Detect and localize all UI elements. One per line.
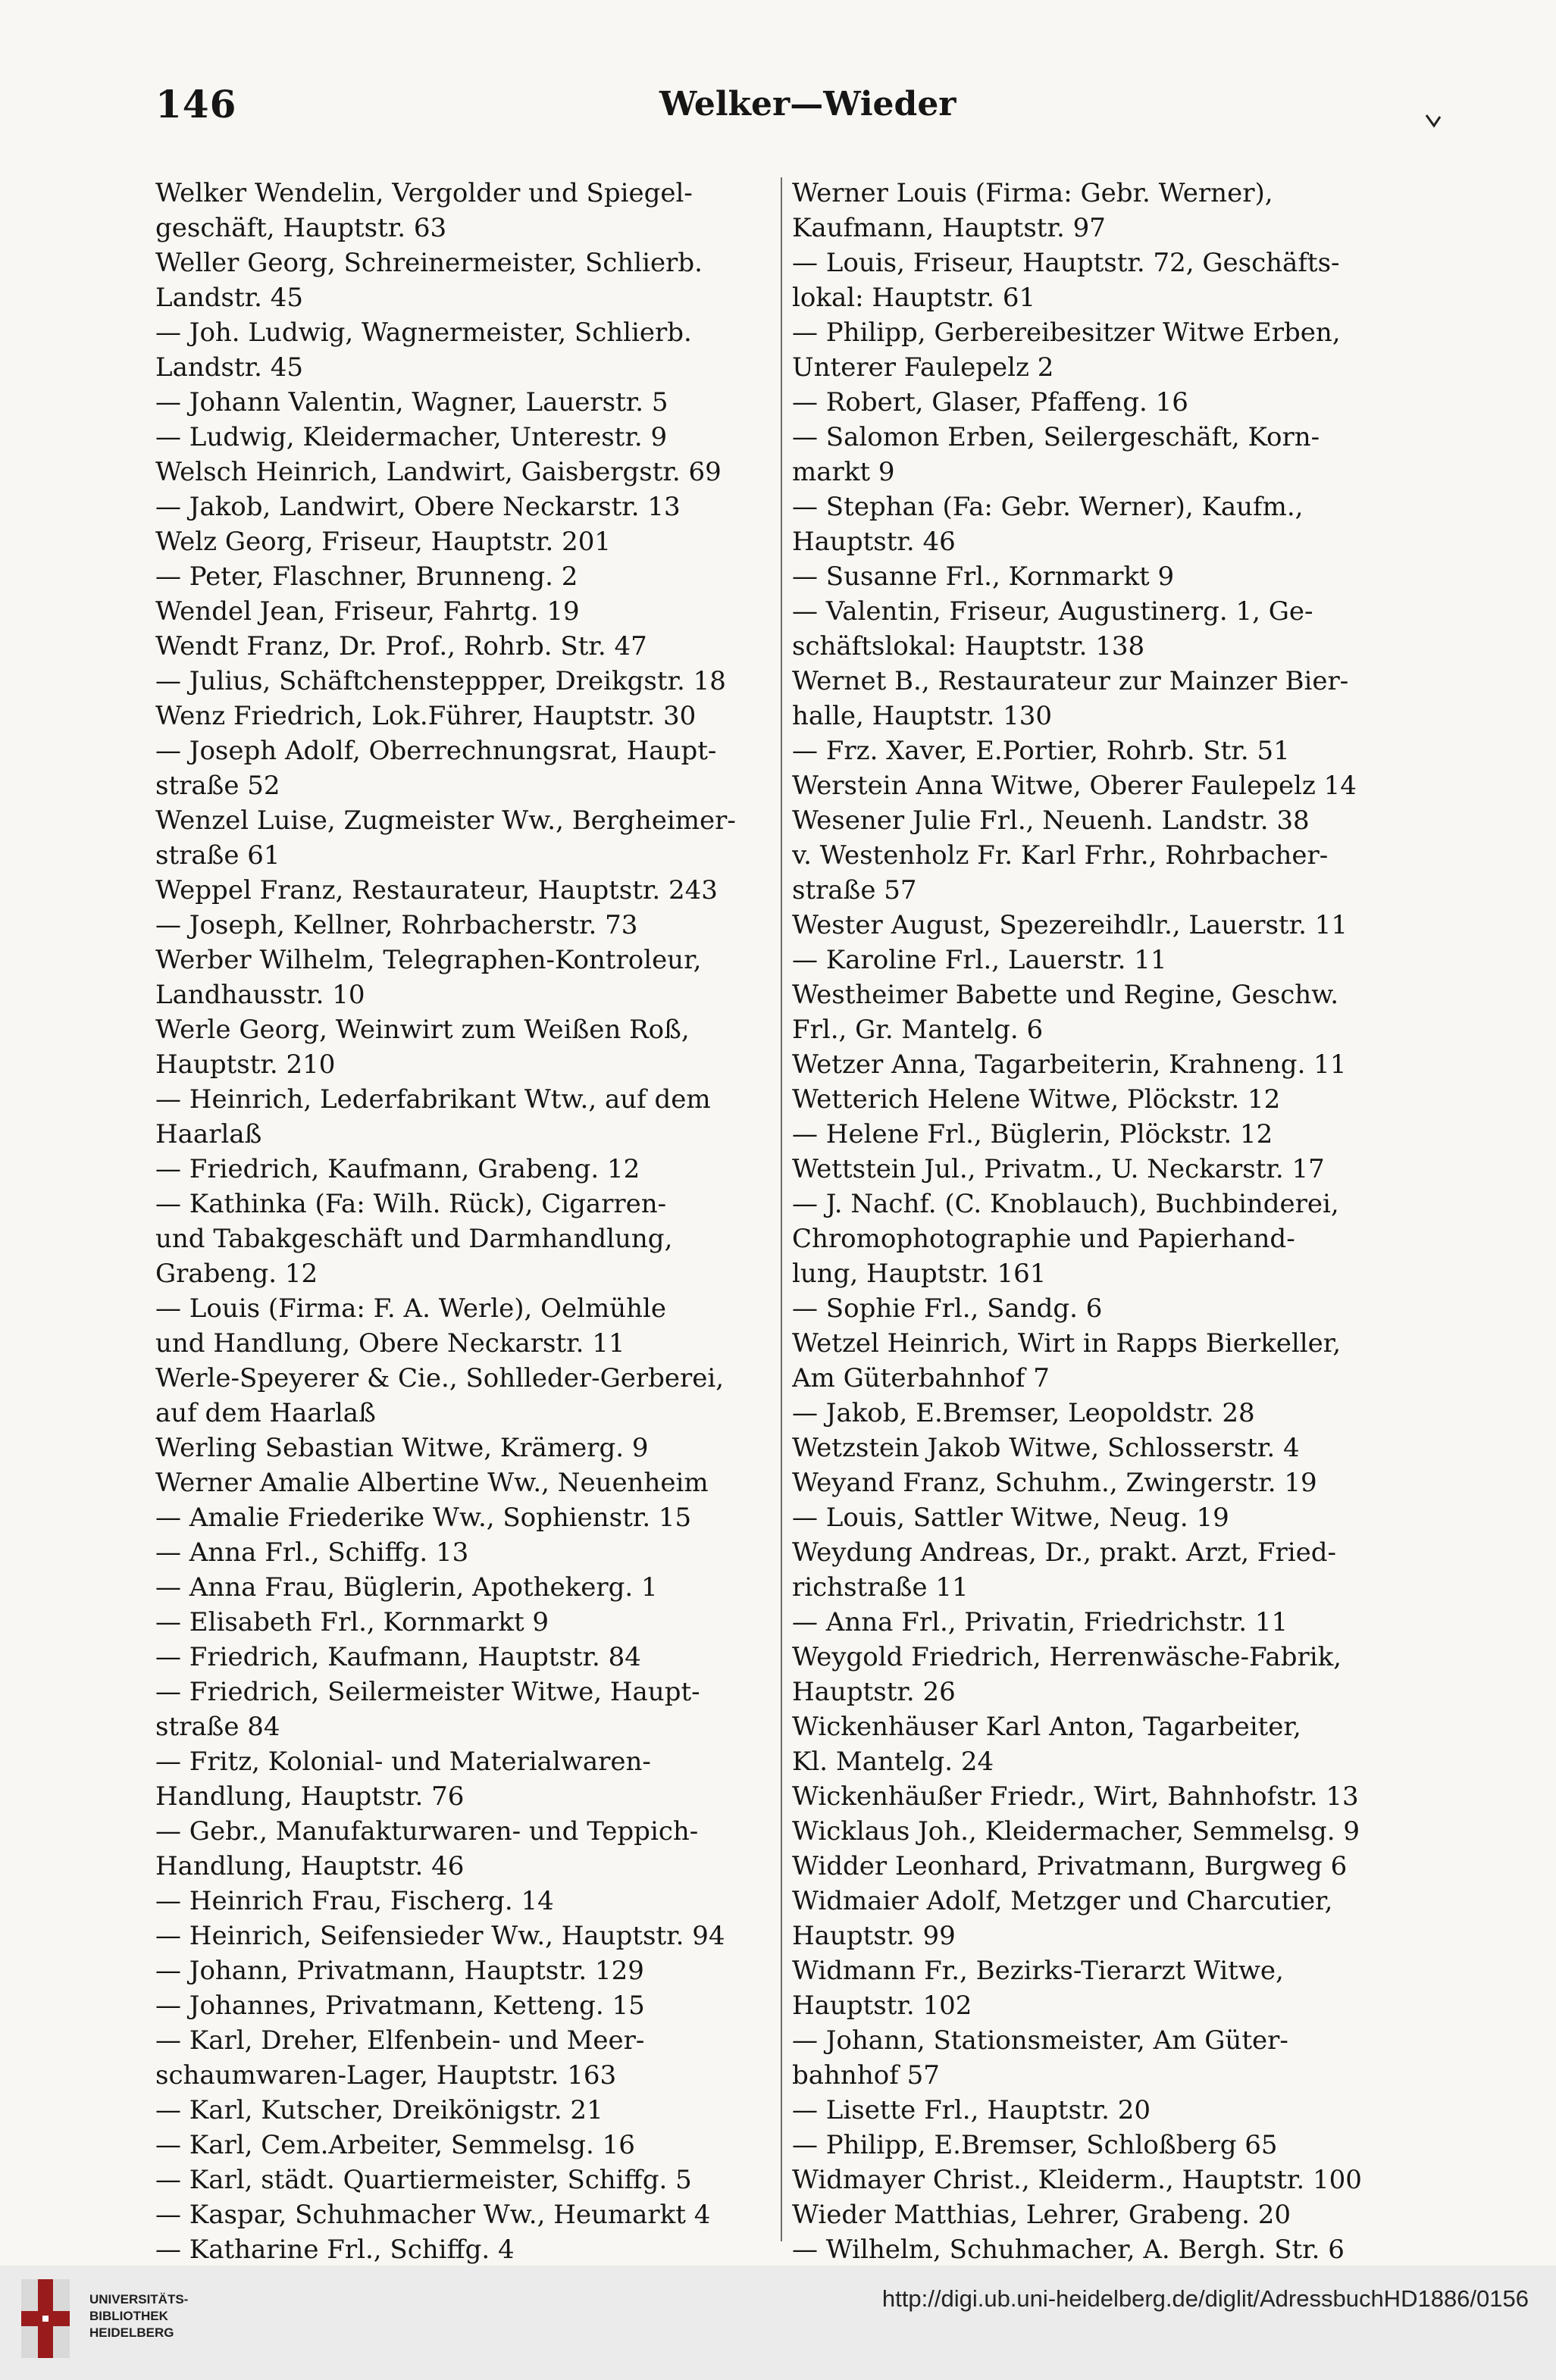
directory-entry-line: Weygold Friedrich, Herrenwäsche-Fabrik, — [792, 1642, 1342, 1672]
directory-entry-line: — Heinrich, Lederfabrikant Wtw., auf dem — [155, 1084, 711, 1115]
directory-entry-line: — Johann, Stationsmeister, Am Güter- — [792, 2025, 1288, 2056]
directory-entry-line: Wenz Friedrich, Lok.Führer, Hauptstr. 30 — [155, 701, 697, 731]
directory-entry-line: — Karoline Frl., Lauerstr. 11 — [792, 945, 1167, 975]
footer — [0, 2266, 1556, 2380]
directory-entry-line: Kaufmann, Hauptstr. 97 — [792, 213, 1106, 243]
directory-entry-line: Werner Amalie Albertine Ww., Neuenheim — [155, 1468, 709, 1498]
directory-entry-line: halle, Hauptstr. 130 — [792, 701, 1053, 731]
directory-entry-line: Wesener Julie Frl., Neuenh. Landstr. 38 — [792, 805, 1310, 836]
directory-entry-line: — Anna Frau, Büglerin, Apothekerg. 1 — [155, 1572, 658, 1603]
directory-entry-line: Wetzel Heinrich, Wirt in Rapps Bierkeller, — [792, 1328, 1342, 1359]
directory-entry-line: und Handlung, Obere Neckarstr. 11 — [155, 1328, 625, 1359]
directory-entry-line: — Robert, Glaser, Pfaffeng. 16 — [792, 387, 1188, 418]
directory-entry-line: Landhausstr. 10 — [155, 980, 365, 1010]
directory-entry-line: — Frz. Xaver, E.Portier, Rohrb. Str. 51 — [792, 736, 1290, 766]
directory-entry-line: Landstr. 45 — [155, 283, 304, 313]
directory-entry-line: — Karl, Kutscher, Dreikönigstr. 21 — [155, 2095, 603, 2125]
directory-entry-line: Werber Wilhelm, Telegraphen-Kontroleur, — [155, 945, 702, 975]
directory-entry-line: Wester August, Spezereihdlr., Lauerstr. 11 — [792, 910, 1348, 940]
institution-name — [89, 2291, 188, 2341]
source-url-link[interactable]: http://digi.ub.uni-heidelberg.de/diglit/AdressbuchHD1886/0156 — [881, 2285, 1529, 2312]
directory-entry-line: — Gebr., Manufakturwaren- und Teppich- — [155, 1816, 699, 1847]
directory-entry-line: Landstr. 45 — [155, 352, 304, 383]
directory-entry-line: Werle Georg, Weinwirt zum Weißen Roß, — [155, 1015, 690, 1045]
directory-entry-line: Haarlaß — [155, 1119, 262, 1149]
directory-entry-line: — Ludwig, Kleidermacher, Unterestr. 9 — [155, 422, 668, 452]
directory-entry-line: Wendel Jean, Friseur, Fahrtg. 19 — [155, 596, 580, 627]
directory-entry-line: — Stephan (Fa: Gebr. Werner), Kaufm., — [792, 492, 1304, 522]
directory-entry-line: — Heinrich, Seifensieder Ww., Hauptstr. 94 — [155, 1921, 725, 1951]
directory-entry-line: Werle-Speyerer & Cie., Sohlleder-Gerberei, — [155, 1363, 725, 1393]
directory-entry-line: — Louis, Friseur, Hauptstr. 72, Geschäfts- — [792, 248, 1340, 278]
left-column — [155, 176, 778, 2267]
directory-entry-line: — Sophie Frl., Sandg. 6 — [792, 1293, 1103, 1324]
directory-entry-line: — Johannes, Privatmann, Ketteng. 15 — [155, 1991, 645, 2021]
directory-entry-line: Hauptstr. 46 — [792, 527, 956, 557]
directory-entry-line: richstraße 11 — [792, 1572, 969, 1603]
directory-entry-line: Widmaier Adolf, Metzger und Charcutier, — [792, 1886, 1333, 1916]
directory-entry-line: — Heinrich Frau, Fischerg. 14 — [155, 1886, 554, 1916]
directory-entry-line: — Julius, Schäftchensteppper, Dreikgstr. 18 — [155, 666, 726, 696]
directory-entry-line: Hauptstr. 99 — [792, 1921, 956, 1951]
directory-entry-line: — Katharine Frl., Schiffg. 4 — [155, 2235, 515, 2265]
directory-entry-line: Widmann Fr., Bezirks-Tierarzt Witwe, — [792, 1956, 1284, 1986]
directory-entry-line: lokal: Hauptstr. 61 — [792, 283, 1036, 313]
directory-entry-line: — Louis, Sattler Witwe, Neug. 19 — [792, 1503, 1229, 1533]
directory-entry-line: Welz Georg, Friseur, Hauptstr. 201 — [155, 527, 611, 557]
directory-entry-line: Wetterich Helene Witwe, Plöckstr. 12 — [792, 1084, 1281, 1115]
directory-entry-line: — Amalie Friederike Ww., Sophienstr. 15 — [155, 1503, 692, 1533]
directory-entry-line: straße 84 — [155, 1712, 280, 1742]
directory-entry-line: — Valentin, Friseur, Augustinerg. 1, Ge- — [792, 596, 1313, 627]
directory-entry-line: — Karl, städt. Quartiermeister, Schiffg. 5 — [155, 2165, 692, 2195]
directory-entry-line: Weppel Franz, Restaurateur, Hauptstr. 243 — [155, 875, 718, 905]
directory-entry-line: Westheimer Babette und Regine, Geschw. — [792, 980, 1339, 1010]
directory-entry-line: — Wilhelm, Schuhmacher, A. Bergh. Str. 6 — [792, 2235, 1345, 2265]
directory-entry-line: Wendt Franz, Dr. Prof., Rohrb. Str. 47 — [155, 631, 647, 661]
directory-entry-line: Wetzstein Jakob Witwe, Schlosserstr. 4 — [792, 1433, 1300, 1463]
directory-entry-line: Werling Sebastian Witwe, Krämerg. 9 — [155, 1433, 649, 1463]
directory-entry-line: Unterer Faulepelz 2 — [792, 352, 1054, 383]
directory-entry-line: — Philipp, Gerbereibesitzer Witwe Erben, — [792, 317, 1341, 348]
directory-entry-line: — Friedrich, Kaufmann, Hauptstr. 84 — [155, 1642, 641, 1672]
directory-entry-line: schaumwaren-Lager, Hauptstr. 163 — [155, 2060, 617, 2091]
directory-entry-line: Wickenhäußer Friedr., Wirt, Bahnhofstr. 13 — [792, 1781, 1359, 1812]
directory-entry-line: — Kaspar, Schuhmacher Ww., Heumarkt 4 — [155, 2200, 711, 2230]
directory-entry-line: Handlung, Hauptstr. 76 — [155, 1781, 465, 1812]
directory-entry-line: — Jakob, Landwirt, Obere Neckarstr. 13 — [155, 492, 681, 522]
directory-entry-line: Widmayer Christ., Kleiderm., Hauptstr. 100 — [792, 2165, 1362, 2195]
directory-entry-line: — Kathinka (Fa: Wilh. Rück), Cigarren- — [155, 1189, 667, 1219]
directory-entry-line: Werstein Anna Witwe, Oberer Faulepelz 14 — [792, 771, 1357, 801]
directory-entry-line: — Johann, Privatmann, Hauptstr. 129 — [155, 1956, 644, 1986]
directory-entry-line: — Anna Frl., Privatin, Friedrichstr. 11 — [792, 1607, 1288, 1637]
running-head: Welker—Wieder — [659, 85, 956, 124]
directory-entry-line: — Helene Frl., Büglerin, Plöckstr. 12 — [792, 1119, 1273, 1149]
directory-entry-line: — Joseph, Kellner, Rohrbacherstr. 73 — [155, 910, 638, 940]
institution-line: UNIVERSITÄTS- — [89, 2292, 189, 2307]
directory-entry-line: Werner Louis (Firma: Gebr. Werner), — [792, 178, 1273, 208]
directory-entry-line: Wernet B., Restaurateur zur Mainzer Bier- — [792, 666, 1349, 696]
directory-entry-line: — Philipp, E.Bremser, Schloßberg 65 — [792, 2130, 1278, 2160]
corner-mark-icon — [1425, 112, 1442, 129]
directory-entry-line: Am Güterbahnhof 7 — [792, 1363, 1050, 1393]
directory-entry-line: Wieder Matthias, Lehrer, Grabeng. 20 — [792, 2200, 1291, 2230]
right-column — [792, 176, 1407, 2267]
directory-entry-line: lung, Hauptstr. 161 — [792, 1259, 1047, 1289]
directory-entry-line: Welker Wendelin, Vergolder und Spiegel- — [155, 178, 693, 208]
directory-entry-line: Wenzel Luise, Zugmeister Ww., Bergheimer- — [155, 805, 736, 836]
directory-entry-line: straße 57 — [792, 875, 917, 905]
directory-entry-line: — Joseph Adolf, Oberrechnungsrat, Haupt- — [155, 736, 717, 766]
directory-entry-line: Chromophotographie und Papierhand- — [792, 1224, 1295, 1254]
directory-entry-line: Weller Georg, Schreinermeister, Schlierb. — [155, 248, 703, 278]
directory-entry-line: Wettstein Jul., Privatm., U. Neckarstr. 17 — [792, 1154, 1325, 1184]
directory-entry-line: Weydung Andreas, Dr., prakt. Arzt, Fried- — [792, 1537, 1337, 1568]
column-divider — [781, 177, 782, 2241]
institution-line: BIBLIOTHEK — [89, 2309, 168, 2323]
directory-entry-line: straße 61 — [155, 840, 280, 871]
directory-entry-line: Hauptstr. 210 — [155, 1049, 336, 1080]
directory-entry-line: — Susanne Frl., Kornmarkt 9 — [792, 561, 1175, 592]
directory-entry-line: — Johann Valentin, Wagner, Lauerstr. 5 — [155, 387, 668, 418]
directory-entry-line: Welsch Heinrich, Landwirt, Gaisbergstr. 69 — [155, 457, 722, 487]
directory-entry-line: Hauptstr. 26 — [792, 1677, 956, 1707]
directory-entry-line: schäftslokal: Hauptstr. 138 — [792, 631, 1145, 661]
directory-entry-line: v. Westenholz Fr. Karl Frhr., Rohrbacher- — [792, 840, 1329, 871]
directory-entry-line: Wicklaus Joh., Kleidermacher, Semmelsg. 9 — [792, 1816, 1360, 1847]
directory-entry-line: bahnhof 57 — [792, 2060, 940, 2091]
directory-entry-line: — Lisette Frl., Hauptstr. 20 — [792, 2095, 1151, 2125]
directory-entry-line: — Anna Frl., Schiffg. 13 — [155, 1537, 469, 1568]
directory-entry-line: Wetzer Anna, Tagarbeiterin, Krahneng. 11 — [792, 1049, 1347, 1080]
directory-entry-line: — Karl, Dreher, Elfenbein- und Meer- — [155, 2025, 645, 2056]
directory-entry-line: — Friedrich, Kaufmann, Grabeng. 12 — [155, 1154, 640, 1184]
directory-entry-line: und Tabakgeschäft und Darmhandlung, — [155, 1224, 673, 1254]
directory-entry-line: — Louis (Firma: F. A. Werle), Oelmühle — [155, 1293, 667, 1324]
directory-entry-line: Weyand Franz, Schuhm., Zwingerstr. 19 — [792, 1468, 1317, 1498]
directory-entry-line: markt 9 — [792, 457, 895, 487]
directory-entry-line: Wickenhäuser Karl Anton, Tagarbeiter, — [792, 1712, 1301, 1742]
library-logo-icon — [15, 2273, 76, 2364]
directory-entry-line: auf dem Haarlaß — [155, 1398, 376, 1428]
directory-entry-line: — Joh. Ludwig, Wagnermeister, Schlierb. — [155, 317, 692, 348]
directory-entry-line: Widder Leonhard, Privatmann, Burgweg 6 — [792, 1851, 1348, 1881]
directory-entry-line: — Karl, Cem.Arbeiter, Semmelsg. 16 — [155, 2130, 635, 2160]
directory-entry-line: Hauptstr. 102 — [792, 1991, 972, 2021]
directory-entry-line: — Elisabeth Frl., Kornmarkt 9 — [155, 1607, 549, 1637]
page-number: 146 — [155, 82, 237, 127]
directory-entry-line: — Peter, Flaschner, Brunneng. 2 — [155, 561, 578, 592]
directory-entry-line: — Fritz, Kolonial- und Materialwaren- — [155, 1747, 651, 1777]
directory-entry-line: — J. Nachf. (C. Knoblauch), Buchbinderei, — [792, 1189, 1339, 1219]
directory-entry-line: — Jakob, E.Bremser, Leopoldstr. 28 — [792, 1398, 1255, 1428]
directory-entry-line: Handlung, Hauptstr. 46 — [155, 1851, 465, 1881]
directory-entry-line: straße 52 — [155, 771, 280, 801]
directory-entry-line: geschäft, Hauptstr. 63 — [155, 213, 447, 243]
directory-entry-line: Grabeng. 12 — [155, 1259, 318, 1289]
directory-entry-line: — Salomon Erben, Seilergeschäft, Korn- — [792, 422, 1320, 452]
directory-entry-line: Frl., Gr. Mantelg. 6 — [792, 1015, 1044, 1045]
institution-line: HEIDELBERG — [89, 2325, 174, 2340]
directory-entry-line: — Friedrich, Seilermeister Witwe, Haupt- — [155, 1677, 700, 1707]
directory-entry-line: Kl. Mantelg. 24 — [792, 1747, 994, 1777]
